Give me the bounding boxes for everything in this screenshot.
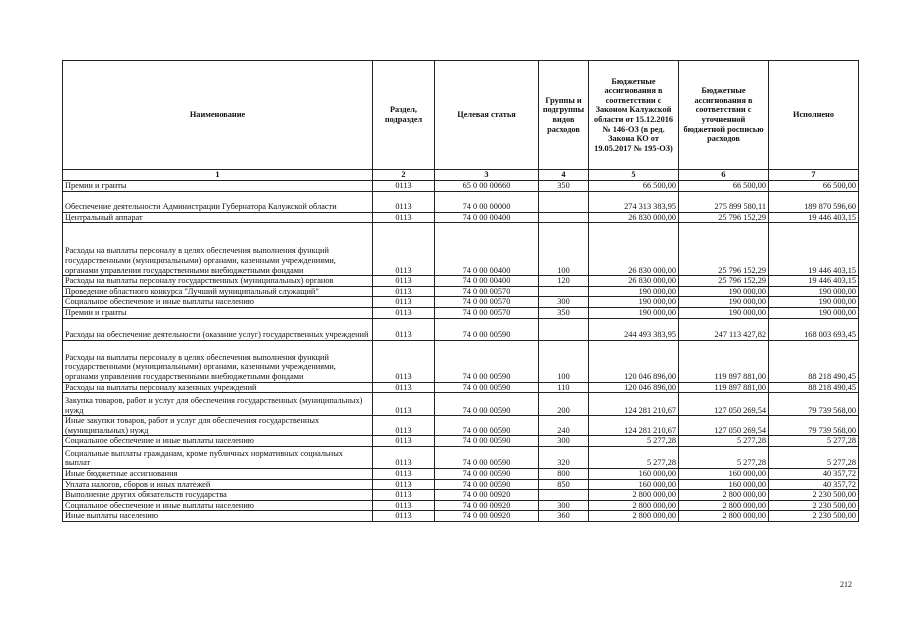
row-section: 0113 bbox=[373, 191, 435, 212]
row-executed: 66 500,00 bbox=[769, 181, 859, 192]
row-expense-group: 360 bbox=[539, 511, 589, 522]
header-name: Наименование bbox=[63, 61, 373, 170]
row-name: Иные бюджетные ассигнования bbox=[63, 468, 373, 479]
row-budget-law: 2 800 000,00 bbox=[589, 490, 679, 501]
row-name: Расходы на выплаты персоналу государственных (муниципальных) органов bbox=[63, 276, 373, 287]
row-name: Расходы на обеспечение деятельности (оказание услуг) государственных учреждений bbox=[63, 318, 373, 340]
row-executed: 5 277,28 bbox=[769, 436, 859, 447]
row-section: 0113 bbox=[373, 436, 435, 447]
row-name: Социальное обеспечение и иные выплаты населению bbox=[63, 297, 373, 308]
column-number-row bbox=[63, 170, 859, 181]
table-row bbox=[63, 416, 859, 436]
row-budget-refined: 160 000,00 bbox=[679, 479, 769, 490]
column-number: 4 bbox=[539, 170, 589, 181]
row-target-article: 74 0 00 00570 bbox=[435, 297, 539, 308]
row-section: 0113 bbox=[373, 468, 435, 479]
row-executed: 88 218 490,45 bbox=[769, 340, 859, 382]
row-target-article: 74 0 00 00400 bbox=[435, 223, 539, 276]
table-row bbox=[63, 393, 859, 416]
row-section: 0113 bbox=[373, 500, 435, 511]
row-name: Социальное обеспечение и иные выплаты населению bbox=[63, 500, 373, 511]
row-target-article: 74 0 00 00400 bbox=[435, 212, 539, 223]
row-target-article: 74 0 00 00590 bbox=[435, 446, 539, 468]
table-row bbox=[63, 500, 859, 511]
row-name: Проведение областного конкурса "Лучший муниципальный служащий" bbox=[63, 286, 373, 297]
row-target-article: 74 0 00 00590 bbox=[435, 382, 539, 393]
row-expense-group: 350 bbox=[539, 181, 589, 192]
row-name: Выполнение других обязательств государства bbox=[63, 490, 373, 501]
row-name: Центральный аппарат bbox=[63, 212, 373, 223]
row-budget-law: 244 493 383,95 bbox=[589, 318, 679, 340]
table-row bbox=[63, 307, 859, 318]
row-executed: 19 446 403,15 bbox=[769, 276, 859, 287]
row-section: 0113 bbox=[373, 181, 435, 192]
row-target-article: 74 0 00 00590 bbox=[435, 318, 539, 340]
table-row bbox=[63, 340, 859, 382]
row-expense-group: 850 bbox=[539, 479, 589, 490]
row-executed: 2 230 500,00 bbox=[769, 511, 859, 522]
row-budget-refined: 5 277,28 bbox=[679, 436, 769, 447]
row-section: 0113 bbox=[373, 416, 435, 436]
row-target-article: 74 0 00 00570 bbox=[435, 286, 539, 297]
header-budget-law: Бюджетные ассигнования в соответствии с Законом Калужской области от 15.12.2016 № 146-ОЗ (в ред. Закона КО от 19.05.2017 № 195-ОЗ) bbox=[589, 61, 679, 170]
row-section: 0113 bbox=[373, 286, 435, 297]
row-executed: 5 277,28 bbox=[769, 446, 859, 468]
table-row bbox=[63, 436, 859, 447]
row-expense-group bbox=[539, 490, 589, 501]
row-expense-group: 240 bbox=[539, 416, 589, 436]
row-section: 0113 bbox=[373, 511, 435, 522]
row-executed: 190 000,00 bbox=[769, 286, 859, 297]
column-number: 6 bbox=[679, 170, 769, 181]
row-budget-law: 26 830 000,00 bbox=[589, 212, 679, 223]
row-budget-law: 66 500,00 bbox=[589, 181, 679, 192]
row-name: Расходы на выплаты персоналу в целях обеспечения выполнения функций государственными (муниципальными) органами, казенными учреждениями, органами управления государственными внебюджетными фондами bbox=[63, 223, 373, 276]
row-budget-refined: 66 500,00 bbox=[679, 181, 769, 192]
table-row bbox=[63, 286, 859, 297]
row-section: 0113 bbox=[373, 393, 435, 416]
row-expense-group: 300 bbox=[539, 436, 589, 447]
row-budget-refined: 119 897 881,00 bbox=[679, 340, 769, 382]
row-budget-refined: 190 000,00 bbox=[679, 286, 769, 297]
row-budget-law: 2 800 000,00 bbox=[589, 500, 679, 511]
row-expense-group: 800 bbox=[539, 468, 589, 479]
table-row bbox=[63, 490, 859, 501]
row-target-article: 74 0 00 00590 bbox=[435, 416, 539, 436]
table-row bbox=[63, 479, 859, 490]
row-section: 0113 bbox=[373, 318, 435, 340]
row-section: 0113 bbox=[373, 212, 435, 223]
row-section: 0113 bbox=[373, 223, 435, 276]
row-budget-refined: 2 800 000,00 bbox=[679, 500, 769, 511]
row-budget-law: 160 000,00 bbox=[589, 479, 679, 490]
row-budget-refined: 5 277,28 bbox=[679, 446, 769, 468]
row-name: Иные закупки товаров, работ и услуг для обеспечения государственных (муниципальных) нужд bbox=[63, 416, 373, 436]
header-target-article: Целевая статья bbox=[435, 61, 539, 170]
row-budget-refined: 190 000,00 bbox=[679, 297, 769, 308]
row-executed: 40 357,72 bbox=[769, 479, 859, 490]
table-body bbox=[63, 181, 859, 522]
row-budget-law: 274 313 383,95 bbox=[589, 191, 679, 212]
row-executed: 190 000,00 bbox=[769, 297, 859, 308]
row-expense-group bbox=[539, 191, 589, 212]
row-budget-refined: 25 796 152,29 bbox=[679, 223, 769, 276]
table-row bbox=[63, 191, 859, 212]
row-name: Социальное обеспечение и иные выплаты населению bbox=[63, 436, 373, 447]
row-executed: 19 446 403,15 bbox=[769, 212, 859, 223]
row-expense-group: 300 bbox=[539, 297, 589, 308]
table-row bbox=[63, 181, 859, 192]
table-row bbox=[63, 212, 859, 223]
row-budget-refined: 119 897 881,00 bbox=[679, 382, 769, 393]
row-target-article: 74 0 00 00000 bbox=[435, 191, 539, 212]
row-section: 0113 bbox=[373, 307, 435, 318]
row-target-article: 65 0 00 00660 bbox=[435, 181, 539, 192]
row-executed: 190 000,00 bbox=[769, 307, 859, 318]
table-row bbox=[63, 318, 859, 340]
row-executed: 168 003 693,45 bbox=[769, 318, 859, 340]
row-executed: 19 446 403,15 bbox=[769, 223, 859, 276]
row-executed: 2 230 500,00 bbox=[769, 500, 859, 511]
row-budget-refined: 190 000,00 bbox=[679, 307, 769, 318]
row-budget-law: 190 000,00 bbox=[589, 286, 679, 297]
budget-table bbox=[62, 60, 859, 522]
table-row bbox=[63, 382, 859, 393]
header-section: Раздел, подраздел bbox=[373, 61, 435, 170]
row-budget-refined: 2 800 000,00 bbox=[679, 511, 769, 522]
table-row bbox=[63, 276, 859, 287]
column-number: 5 bbox=[589, 170, 679, 181]
column-number: 7 bbox=[769, 170, 859, 181]
row-expense-group bbox=[539, 212, 589, 223]
row-target-article: 74 0 00 00590 bbox=[435, 436, 539, 447]
row-name: Расходы на выплаты персоналу в целях обеспечения выполнения функций государственными (муниципальными) органами, казенными учреждениями, органами управления государственными внебюджетными фондами bbox=[63, 340, 373, 382]
row-executed: 2 230 500,00 bbox=[769, 490, 859, 501]
row-budget-refined: 127 050 269,54 bbox=[679, 416, 769, 436]
row-budget-law: 190 000,00 bbox=[589, 297, 679, 308]
row-section: 0113 bbox=[373, 490, 435, 501]
table-row bbox=[63, 511, 859, 522]
row-expense-group: 100 bbox=[539, 340, 589, 382]
row-section: 0113 bbox=[373, 446, 435, 468]
row-budget-refined: 275 899 580,11 bbox=[679, 191, 769, 212]
row-executed: 79 739 568,00 bbox=[769, 416, 859, 436]
column-number: 2 bbox=[373, 170, 435, 181]
row-budget-refined: 247 113 427,82 bbox=[679, 318, 769, 340]
row-name: Иные выплаты населению bbox=[63, 511, 373, 522]
row-section: 0113 bbox=[373, 276, 435, 287]
row-budget-refined: 25 796 152,29 bbox=[679, 276, 769, 287]
row-section: 0113 bbox=[373, 382, 435, 393]
table-row bbox=[63, 446, 859, 468]
row-name: Премии и гранты bbox=[63, 181, 373, 192]
row-target-article: 74 0 00 00590 bbox=[435, 340, 539, 382]
row-budget-refined: 127 050 269,54 bbox=[679, 393, 769, 416]
column-number: 1 bbox=[63, 170, 373, 181]
table-row bbox=[63, 468, 859, 479]
row-budget-law: 2 800 000,00 bbox=[589, 511, 679, 522]
row-expense-group: 350 bbox=[539, 307, 589, 318]
row-expense-group: 100 bbox=[539, 223, 589, 276]
row-expense-group: 120 bbox=[539, 276, 589, 287]
row-budget-refined: 25 796 152,29 bbox=[679, 212, 769, 223]
row-budget-law: 120 046 896,00 bbox=[589, 340, 679, 382]
table-header-row bbox=[63, 61, 859, 170]
row-target-article: 74 0 00 00920 bbox=[435, 490, 539, 501]
row-budget-law: 5 277,28 bbox=[589, 446, 679, 468]
row-budget-law: 160 000,00 bbox=[589, 468, 679, 479]
row-expense-group bbox=[539, 318, 589, 340]
column-number: 3 bbox=[435, 170, 539, 181]
row-name: Обеспечение деятельности Администрации Губернатора Калужской области bbox=[63, 191, 373, 212]
header-executed: Исполнено bbox=[769, 61, 859, 170]
row-name: Уплата налогов, сборов и иных платежей bbox=[63, 479, 373, 490]
row-budget-law: 190 000,00 bbox=[589, 307, 679, 318]
header-budget-refined: Бюджетные ассигнования в соответствии с уточненной бюджетной росписью расходов bbox=[679, 61, 769, 170]
row-target-article: 74 0 00 00920 bbox=[435, 511, 539, 522]
row-section: 0113 bbox=[373, 297, 435, 308]
row-executed: 79 739 568,00 bbox=[769, 393, 859, 416]
row-name: Закупка товаров, работ и услуг для обеспечения государственных (муниципальных) нужд bbox=[63, 393, 373, 416]
page-number: 212 bbox=[840, 580, 852, 589]
row-budget-law: 120 046 896,00 bbox=[589, 382, 679, 393]
row-budget-law: 26 830 000,00 bbox=[589, 223, 679, 276]
row-budget-refined: 2 800 000,00 bbox=[679, 490, 769, 501]
row-budget-refined: 160 000,00 bbox=[679, 468, 769, 479]
row-budget-law: 124 281 210,67 bbox=[589, 393, 679, 416]
row-section: 0113 bbox=[373, 340, 435, 382]
row-target-article: 74 0 00 00590 bbox=[435, 479, 539, 490]
row-target-article: 74 0 00 00920 bbox=[435, 500, 539, 511]
row-expense-group bbox=[539, 286, 589, 297]
row-expense-group: 300 bbox=[539, 500, 589, 511]
row-target-article: 74 0 00 00590 bbox=[435, 393, 539, 416]
row-target-article: 74 0 00 00400 bbox=[435, 276, 539, 287]
row-name: Расходы на выплаты персоналу казенных учреждений bbox=[63, 382, 373, 393]
row-section: 0113 bbox=[373, 479, 435, 490]
row-name: Социальные выплаты гражданам, кроме публичных нормативных социальных выплат bbox=[63, 446, 373, 468]
header-expense-group: Группы и подгруппы видов расходов bbox=[539, 61, 589, 170]
row-expense-group: 200 bbox=[539, 393, 589, 416]
row-executed: 88 218 490,45 bbox=[769, 382, 859, 393]
row-expense-group: 110 bbox=[539, 382, 589, 393]
row-executed: 189 870 596,60 bbox=[769, 191, 859, 212]
row-target-article: 74 0 00 00570 bbox=[435, 307, 539, 318]
row-name: Премии и гранты bbox=[63, 307, 373, 318]
table-row bbox=[63, 223, 859, 276]
row-expense-group: 320 bbox=[539, 446, 589, 468]
table-row bbox=[63, 297, 859, 308]
row-budget-law: 26 830 000,00 bbox=[589, 276, 679, 287]
row-executed: 40 357,72 bbox=[769, 468, 859, 479]
row-target-article: 74 0 00 00590 bbox=[435, 468, 539, 479]
row-budget-law: 124 281 210,67 bbox=[589, 416, 679, 436]
row-budget-law: 5 277,28 bbox=[589, 436, 679, 447]
